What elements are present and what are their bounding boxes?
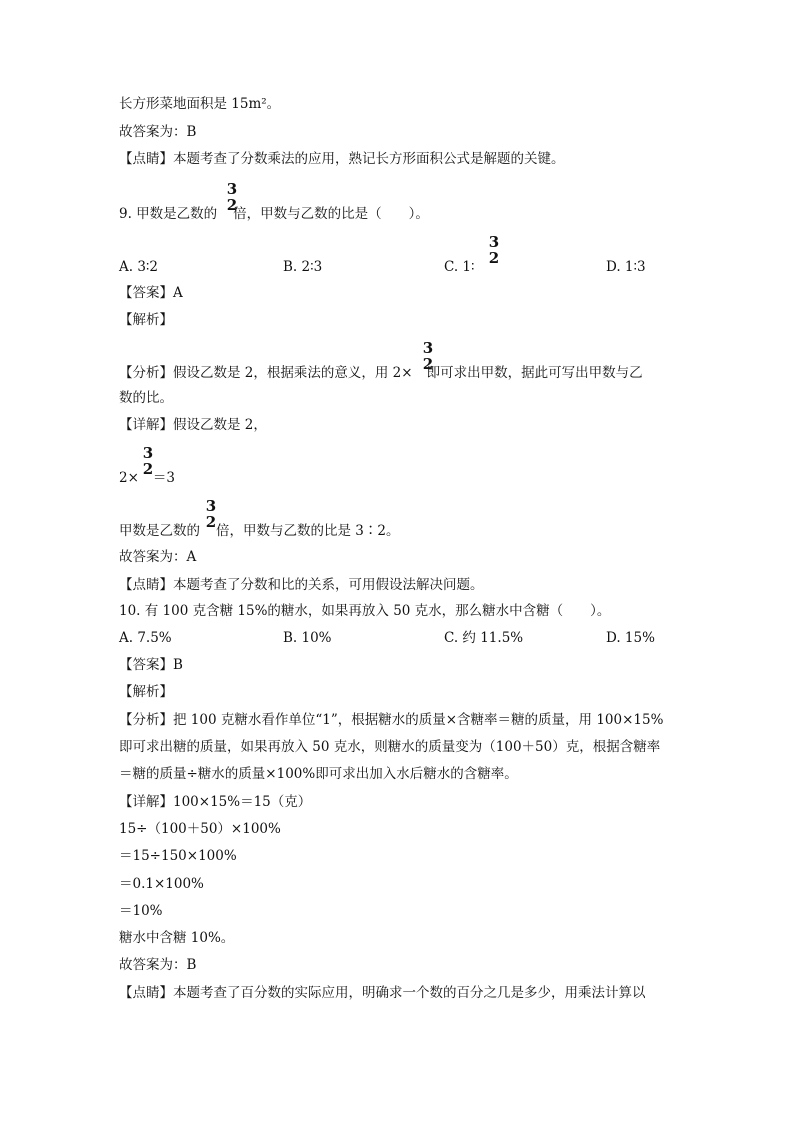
fraction-numerator: 3 (422, 339, 434, 357)
fraction (422, 340, 434, 372)
conc9-post: 倍，甲数与乙数的比是 3∶2。 (216, 523, 400, 539)
fraction-denominator: 2 (226, 196, 238, 214)
q10-option-a: A. 7.5% (119, 630, 172, 646)
q9-option-a: A. 3∶2 (119, 259, 159, 275)
analysis-line: 数的比。 (119, 390, 173, 406)
conclusion-line (119, 522, 399, 540)
fraction-denominator: 2 (142, 460, 154, 478)
fraction (488, 234, 500, 266)
text-line: 长方形菜地面积是 15m²。 (119, 96, 281, 112)
analysis-line: ＝糖的质量÷糖水的质量×100%即可求出加入水后糖水的含糖率。 (119, 766, 518, 782)
fraction-numerator: 3 (142, 444, 154, 462)
question-9-stem (119, 205, 429, 223)
fraction-numerator: 3 (226, 180, 238, 198)
text-line: 故答案为：B (119, 957, 197, 973)
fraction-numerator: 3 (205, 497, 217, 515)
fx9-pre: 【分析】假设乙数是 2，根据乘法的意义，用 2× (119, 365, 413, 381)
calc-line: ＝0.1×100% (119, 876, 204, 892)
fraction-denominator: 2 (488, 249, 500, 267)
q9-option-b: B. 2∶3 (283, 259, 323, 275)
calc-line: 15÷（100＋50）×100% (119, 821, 281, 837)
fraction-denominator: 2 (205, 513, 217, 531)
text-line: 故答案为：A (119, 549, 197, 565)
fraction (226, 181, 238, 213)
q9-post: 倍，甲数与乙数的比是（ ）。 (233, 206, 429, 222)
fx9-post: 即可求出甲数，据此可写出甲数与乙 (426, 365, 643, 381)
calc9-post: ＝3 (152, 470, 175, 486)
calc-line: ＝15÷150×100% (119, 848, 237, 864)
analysis-label: 【解析】 (119, 312, 173, 328)
q9-option-d: D. 1∶3 (606, 259, 646, 275)
detail-line: 【详解】100×15%＝15（克） (119, 794, 312, 810)
q9-option-c: C. 1∶ (444, 259, 475, 275)
fraction-numerator: 3 (488, 233, 500, 251)
fraction-denominator: 2 (422, 355, 434, 373)
q10-option-c: C. 约 11.5% (444, 630, 524, 646)
answer-label: 【答案】A (119, 285, 183, 301)
q10-option-d: D. 15% (606, 630, 655, 646)
conclusion-line: 糖水中含糖 10%。 (119, 930, 235, 946)
text-line: 【点睛】本题考查了分数乘法的应用，熟记长方形面积公式是解题的关键。 (119, 151, 565, 167)
calc9-pre: 2× (119, 470, 139, 486)
analysis-line: 【分析】把 100 克糖水看作单位“1”，根据糖水的质量×含糖率＝糖的质量，用 100×15% (119, 712, 664, 728)
question-10-stem: 10. 有 100 克含糖 15%的糖水，如果再放入 50 克水，那么糖水中含糖（ ）。 (119, 603, 611, 619)
analysis-label: 【解析】 (119, 684, 173, 700)
analysis-line: 即可求出糖的质量，如果再放入 50 克水，则糖水的质量变为（100＋50）克，根据含糖率 (119, 739, 661, 755)
q10-option-b: B. 10% (283, 630, 332, 646)
fraction (142, 445, 154, 477)
calc-line: ＝10% (119, 903, 163, 919)
text-line: 【点睛】本题考查了百分数的实际应用，明确求一个数的百分之几是多少，用乘法计算以 (119, 985, 646, 1001)
fraction (205, 498, 217, 530)
text-line: 故答案为：B (119, 124, 197, 140)
detail-line: 【详解】假设乙数是 2， (119, 417, 267, 433)
conc9-pre: 甲数是乙数的 (119, 523, 200, 539)
q9-pre: 9. 甲数是乙数的 (119, 206, 218, 222)
analysis-line (119, 364, 643, 382)
answer-label: 【答案】B (119, 657, 183, 673)
text-line: 【点睛】本题考查了分数和比的关系，可用假设法解决问题。 (119, 577, 484, 593)
